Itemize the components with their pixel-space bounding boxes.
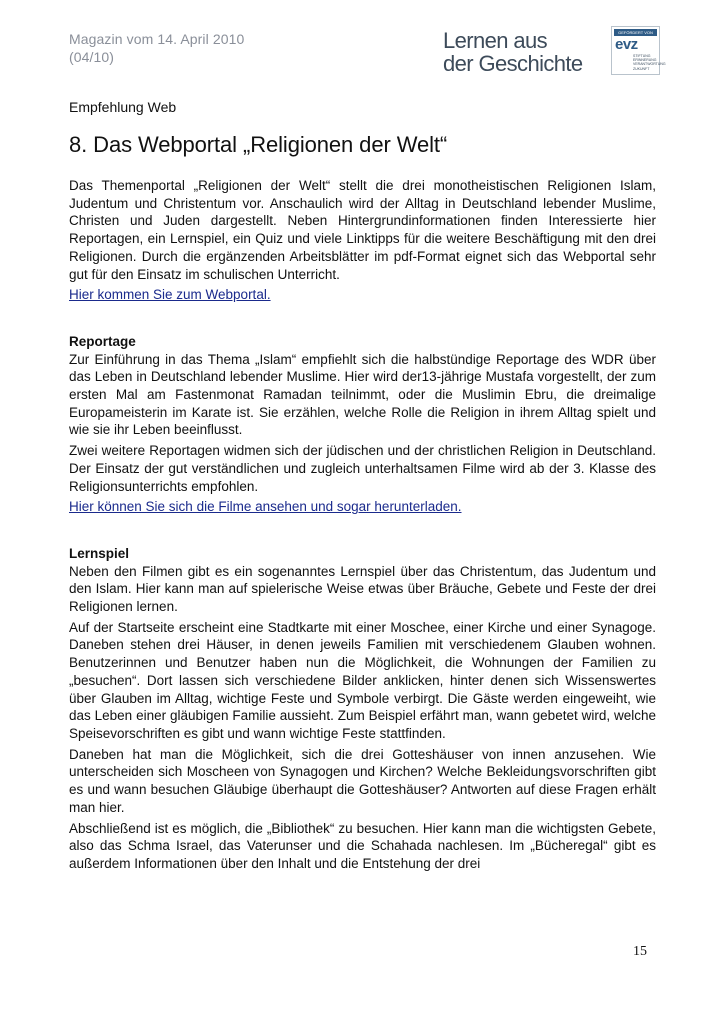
article-body — [69, 98, 656, 876]
logo-funded-by: GEFÖRDERT VON — [614, 29, 657, 36]
logo-subtitle: STIFTUNG ERINNERUNG VERANTWORTUNG ZUKUNFT — [633, 54, 666, 71]
lernspiel-paragraph-2: Auf der Startseite erscheint eine Stadtkarte mit einer Moschee, einer Kirche und einer Synagoge. Daneben stehen drei Häuser, in denen jeweils Familien mit verschiedenem Glauben wohnen. Benutzerinnen und Benutzer haben nun die Möglichkeit, die Wohnungen der Familien zu „besuchen“. Dort lassen sich verschiedene Bilder anklicken, hinter denen sich Wissenswertes über Glauben im Alltag, wichtige Feste und Symbole verbirgt. Die Gäste werden eingeweiht, wie das Leben einer gläubigen Familie aussieht. Zum Beispiel erfährt man, wann gebetet wird, welche Speisevorschriften es gibt und wann wichtige Feste stattfinden. — [69, 619, 656, 741]
logo-mark: evz — [615, 36, 638, 53]
lernspiel-paragraph-4: Abschließend ist es möglich, die „Bibliothek“ zu besuchen. Hier kann man die wichtigsten Gebete, also das Schma Israel, das Vaterunser und die Schahada nachlesen. Im „Bücheregal“ gibt es außerdem Informationen über den Inhalt und die Entstehung der drei — [69, 820, 656, 871]
intro-paragraph: Das Themenportal „Religionen der Welt“ stellt die drei monotheistischen Religionen Islam, Judentum und Christentum vor. Anschaulich wird der Alltag in Deutschland lebender Muslime, Christen und Juden dargestellt. Neben Hintergrundinformationen finden Interessierte hier Reportagen, ein Lernspiel, ein Quiz und viele Linktipps für die weitere Beschäftigung mit den drei Religionen. Durch die ergänzenden Arbeitsblätter im pdf-Format eignet sich das Webportal sehr gut für den Einsatz im schulischen Unterricht. — [69, 178, 656, 282]
issue-info — [69, 30, 244, 66]
lernspiel-heading: Lernspiel — [69, 545, 130, 561]
issue-date: Magazin vom 14. April 2010 — [69, 31, 245, 47]
webportal-link[interactable]: Hier kommen Sie zum Webportal. — [69, 287, 271, 303]
brand-logo-text — [443, 29, 583, 75]
lernspiel-paragraph-1: Neben den Filmen gibt es ein sogenanntes Lernspiel über das Christentum, das Judentum und den Islam. Hier kann man auf spielerische Weise etwas über Bräuche, Gebete und Feste der drei Religionen lernen. — [69, 563, 656, 615]
brand-line-1: Lernen aus — [443, 28, 548, 53]
reportage-paragraph-2: Zwei weitere Reportagen widmen sich der jüdischen und der christlichen Religion in Deutschland. Der Einsatz der gut verständlichen und zugleich unterhaltsamen Filme wird ab der 3. Klasse des Religionsunterrichts empfohlen. — [69, 443, 656, 494]
article-title: 8. Das Webportal „Religionen der Welt“ — [69, 132, 448, 157]
issue-number: (04/10) — [69, 49, 115, 65]
films-link[interactable]: Hier können Sie sich die Filme ansehen und sogar herunterladen. — [69, 499, 462, 515]
lernspiel-paragraph-3: Daneben hat man die Möglichkeit, sich die drei Gotteshäuser von innen anzusehen. Wie unterscheiden sich Moscheen von Synagogen und Kirchen? Welche Bekleidungsvorschriften gibt es und wann besuchen Gläubige überhaupt die Gotteshäuser? Antworten auf diese Fragen erhält man hier. — [69, 746, 656, 815]
brand-line-2: der Geschichte — [443, 51, 583, 76]
reportage-heading: Reportage — [69, 333, 136, 349]
evz-logo — [611, 26, 666, 75]
reportage-paragraph-1: Zur Einführung in das Thema „Islam“ empfiehlt sich die halbstündige Reportage des WDR über das Leben in Deutschland lebender Muslime. Hier wird der13-jährige Mustafa vorgestellt, der zum ersten Mal am Fastenmonat Ramadan teilnimmt, oder die Muslimin Ebru, die dreimalige Europameisterin im Karate ist. Sie erzählen, welche Rolle die Religion in ihrem Alltag spielt und wie sie ihr Leben beeinflusst. — [69, 351, 656, 438]
page-number: 15 — [633, 944, 647, 959]
section-kicker: Empfehlung Web — [69, 99, 177, 115]
